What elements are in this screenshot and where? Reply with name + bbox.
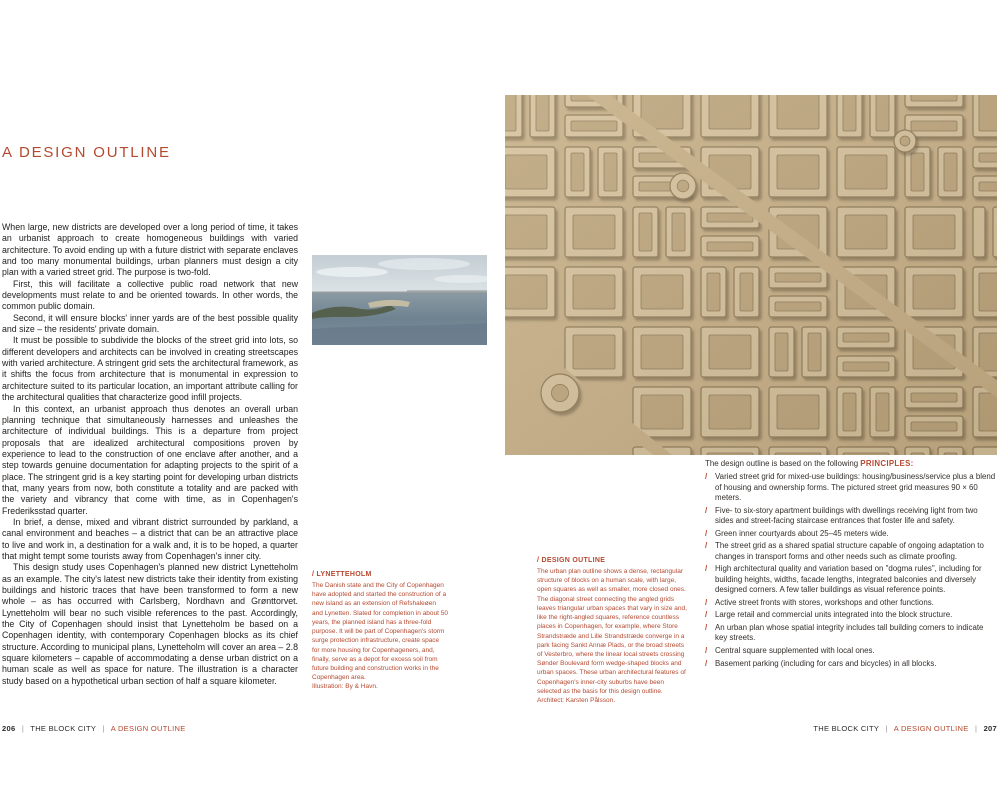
caption-body: The Danish state and the City of Copenhagen have adopted and started the construction of a new island as an extension of Refshaleøen and Lynetten. Slated for completion in about 50 years, the planned island has a three-fold purpose. It will be part of Copenhagen's storm surge protection infrastructure, create space for more housing for Copenhageners, and, finally, serve as a depot for excess soil from future building and construction works in the Copenhagen area. [312,582,448,682]
principle-item [705,659,997,669]
principle-text: Green inner courtyards about 25–45 meters wide. [715,528,889,538]
aerial-photo [312,255,487,345]
principle-item [705,506,997,527]
principle-item [705,541,997,562]
principle-text: Basement parking (including for cars and bicycles) in all blocks. [715,659,937,669]
body-paragraph: This design study uses Copenhagen's planned new district Lynetteholm as an example. The city's latest new districts take their identity from existing buildings and historic traces that have been transformed to form a new whole – as has occurred with Carlsberg, Nordhavn and Grønttorvet. Lynetteholm will bear no such visible references to the past. Accordingly, the City of Copenhagen should insist that Lynetteholm be based on a Copenhagen identity, with contemporary Copenhagen blocks as its chief structure. According to municipal plans, Lynetteholm will cover an area – 2.8 square kilometers – capable of accommodating a dense urban district on a human scale as well as space for nature. The illustration is a character study based on a hypothetical urban section of half a square kilometer. [2,562,298,686]
caption-title: / DESIGN OUTLINE [537,557,606,564]
model-photo-illustration [505,95,997,455]
body-paragraph: First, this will facilitate a collective public road network that new developments must relate to and be oriented towards. In other words, the common public domain. [2,278,298,312]
design-outline-caption [537,557,689,705]
body-paragraph: In this context, an urbanist approach thus denotes an overall urban planning technique that simultaneously harnesses and unleashes the architecture of individual buildings. This is a departure from project proposals that are idealized architectural compositions proven by experience to lead to the construction of one enclave after another, and a step towards genuine documentation for adapting projects to the spirit of a place. The stringent grid is a key starting point for developing urban districts that, many years from now, both constitute a totality and are packed with the variety and vibrancy that come with time, as in Copenhagen's Frederiksstad quarter. [2,403,298,516]
principle-item [705,472,997,503]
principle-text: The street grid as a shared spatial structure capable of ongoing adaptation to changes in transport forms and other needs such as climate proofing. [715,541,984,561]
slash-bullet: / [705,472,708,482]
principles-list [705,459,997,672]
aerial-photo-illustration [312,255,487,345]
principle-item [705,529,997,539]
principle-item [705,646,997,656]
principle-item [705,598,997,608]
slash-bullet: / [705,541,708,551]
principles-items [705,472,997,669]
principle-text: An urban plan whose spatial integrity includes tall building corners to indicate key streets. [715,623,984,643]
body-paragraph: It must be possible to subdivide the blocks of the street grid into lots, so different developers and architects can be involved in creating streetscapes with varied architecture. A stringent grid sets the architectural framework, as it shifts the focus from architecture that is monumental in expression to architecture suited to its particular location, an important attribute calling for the architectural qualities that characterize good infill projects. [2,335,298,403]
slash-bullet: / [705,597,708,607]
book-title: THE BLOCK CITY [813,724,880,733]
model-photo [505,95,997,455]
chapter-title: A DESIGN OUTLINE [893,724,969,733]
page-title: A DESIGN OUTLINE [2,144,171,161]
body-paragraph: Second, it will ensure blocks' inner yards are of the best possible quality and size – the residents' private domain. [2,312,298,335]
book-title: THE BLOCK CITY [30,724,97,733]
principle-text: Large retail and commercial units integrated into the block structure. [715,610,953,620]
slash-bullet: / [705,505,708,515]
slash-bullet: / [705,528,708,538]
caption-credit: Architect: Karsten Pålsson. [537,697,616,705]
principle-text: Five- to six-story apartment buildings with dwellings receiving light from two sides and street-facing staircase entrances that foster life and safety. [715,505,978,525]
principles-intro [705,459,997,469]
page-number: 206 [2,724,16,733]
body-paragraph: When large, new districts are developed over a long period of time, it takes an urbanist approach to create homogeneous buildings with varied architecture. To avoid ending up with a future district with separate enclaves and too many monumental buildings, urban planners must design a city plan with a varied street grid. The purpose is two-fold. [2,222,298,278]
slash-bullet: / [705,610,708,620]
footer-separator: | [974,724,978,733]
body-paragraph: In brief, a dense, mixed and vibrant district surrounded by parkland, a canal environment and beaches – a district that can be an attractive place to live and work in, a destination for a walk and, it is to be hoped, a quarter that might tempt some tourists away from Copenhagen's inner city. [2,516,298,561]
slash-bullet: / [705,659,708,669]
principle-text: High architectural quality and variation based on "dogma rules", including for building heights, widths, facade lengths, integrated balconies and diversely designed corners. A few taller buildings as visual reference points. [715,564,982,594]
caption-credit: Illustration: By & Havn. [312,683,378,691]
body-text-column [2,222,298,687]
footer-separator: | [21,724,25,733]
principle-text: Varied street grid for mixed-use buildings: housing/business/service plus a blend of housing and ownership forms. The pictured street grid measures 90 × 60 meters. [715,472,996,502]
footer-separator: | [102,724,105,733]
principles-intro-text: The design outline is based on the following [705,459,861,468]
footer-separator: | [885,724,888,733]
principle-item [705,610,997,620]
page-number: 207 [983,724,997,733]
chapter-title: A DESIGN OUTLINE [110,724,186,733]
slash-bullet: / [705,646,708,656]
principle-item [705,623,997,644]
right-page-footer [813,724,997,733]
caption-body: The urban plan outline shows a dense, rectangular structure of blocks on a human scale, with large, open squares as well as smaller, more closed ones. The diagonal street connecting the angled grids leaves triangular urban spaces that vary in size and, like the right-angled squares, reference countless places in Copenhagen, for example, where Store Strandstræde and Lille Strandstræde converge in a park facing Sankt Annæ Plads, or the broad streets of Vesterbro, where the linear local streets crossing Sønder Boulevard form wedge-shaped blocks and urban spaces. These urban architectural features of Copenhagen's inner-city suburbs have been selected as the basis for this design outline. [537,568,687,695]
principle-text: Active street fronts with stores, workshops and other functions. [715,597,934,607]
slash-bullet: / [705,564,708,574]
principle-text: Central square supplemented with local ones. [715,646,875,656]
lynetteholm-caption [312,571,448,692]
caption-title: / LYNETTEHOLM [312,571,372,578]
left-page-footer [2,724,186,733]
principles-intro-highlight: PRINCIPLES: [860,459,914,468]
principle-item [705,564,997,595]
slash-bullet: / [705,623,708,633]
